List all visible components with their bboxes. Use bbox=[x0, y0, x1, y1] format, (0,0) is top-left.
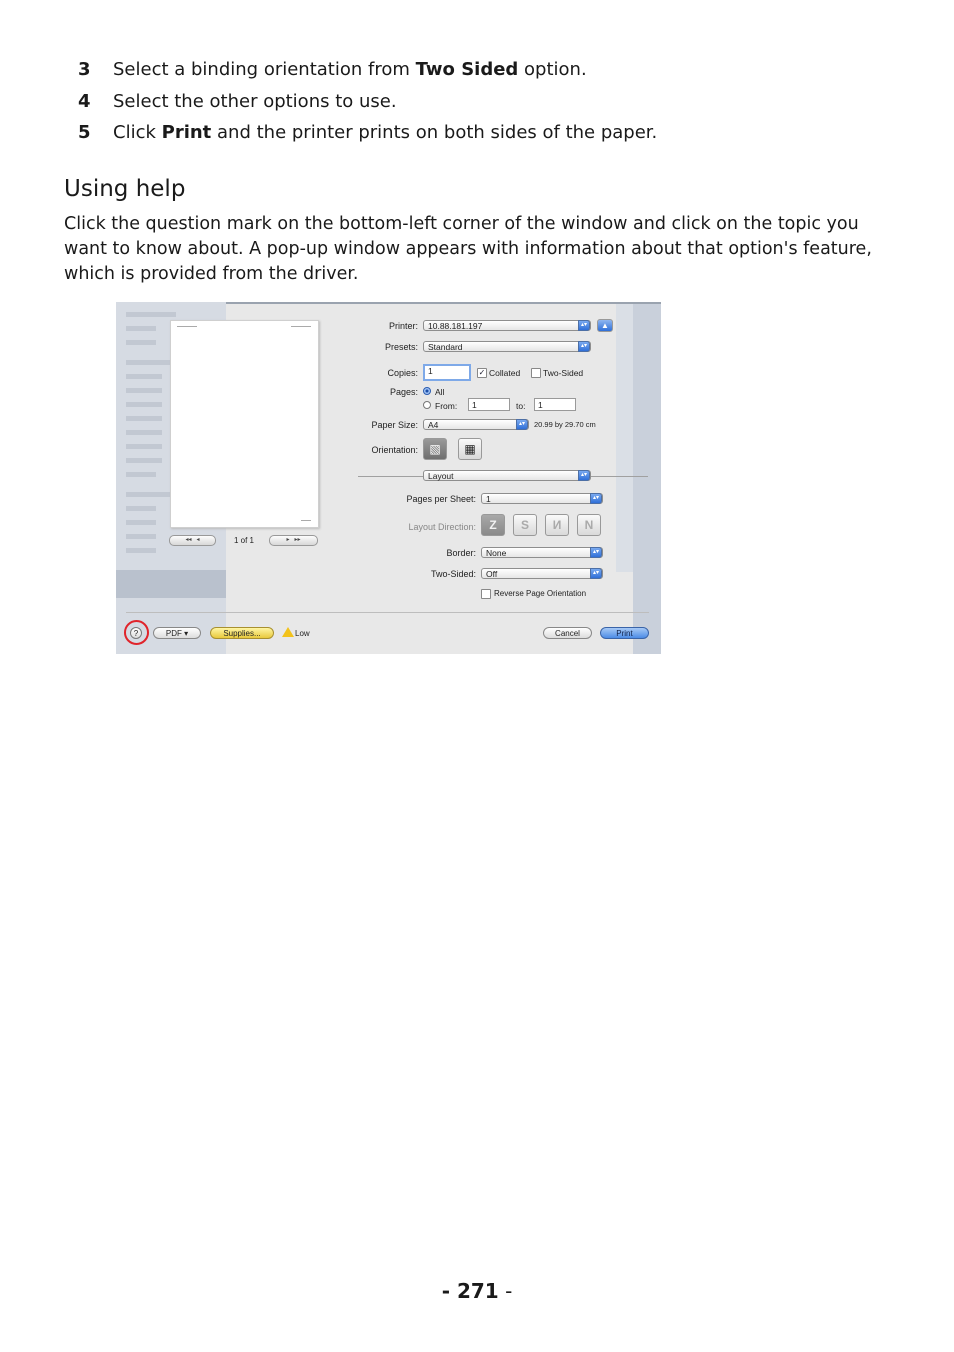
panel-value: Layout bbox=[428, 471, 454, 481]
paper-size-label: Paper Size: bbox=[371, 420, 418, 430]
step-text-end: option. bbox=[518, 59, 587, 80]
window-top-edge bbox=[226, 302, 661, 304]
layout-direction-s-icon[interactable]: S bbox=[513, 514, 537, 536]
supplies-button[interactable]: Supplies... bbox=[210, 627, 274, 639]
section-title: Using help bbox=[64, 176, 186, 202]
step-item bbox=[78, 121, 657, 153]
preview-next-button[interactable]: ▸ ▸▸ bbox=[269, 535, 318, 546]
step-bold: Print bbox=[161, 122, 212, 143]
footer-separator bbox=[126, 612, 649, 613]
disclosure-collapse-button[interactable]: ▲ bbox=[597, 319, 613, 332]
page-preview bbox=[170, 320, 319, 528]
copies-field[interactable]: 1 bbox=[423, 364, 471, 381]
popup-arrows-icon: ▴▾ bbox=[578, 341, 590, 352]
two-sided-checkbox[interactable] bbox=[531, 368, 541, 378]
layout-direction-z-icon[interactable]: Z bbox=[481, 514, 505, 536]
step-text-end: and the printer prints on both sides of the paper. bbox=[211, 122, 658, 143]
popup-arrows-icon: ▴▾ bbox=[578, 320, 590, 331]
presets-label: Presets: bbox=[384, 342, 418, 352]
page-number-footer: - 271 - bbox=[441, 1279, 513, 1303]
panel-separator-right bbox=[591, 476, 648, 477]
border-label: Border: bbox=[446, 548, 476, 558]
popup-arrows-icon: ▴▾ bbox=[590, 568, 602, 579]
page-number: 271 bbox=[456, 1279, 499, 1303]
popup-arrows-icon: ▴▾ bbox=[516, 419, 528, 430]
printer-value: 10.88.181.197 bbox=[428, 321, 483, 331]
background-bar bbox=[116, 570, 226, 598]
pages-per-sheet-value: 1 bbox=[486, 494, 491, 504]
pages-to-field[interactable]: 1 bbox=[534, 398, 576, 411]
step-text: Click bbox=[113, 122, 162, 143]
landscape-orientation-icon[interactable]: ▦ bbox=[458, 438, 482, 460]
reverse-orientation-checkbox[interactable] bbox=[481, 589, 491, 599]
two-sided-checkbox-label: Two-Sided bbox=[543, 368, 584, 378]
pages-to-label: to: bbox=[516, 401, 526, 411]
two-sided-popup[interactable] bbox=[481, 568, 603, 579]
panel-separator-left bbox=[358, 476, 424, 477]
pages-from-radio[interactable] bbox=[423, 401, 431, 409]
steps-list bbox=[78, 58, 657, 153]
pages-all-label: All bbox=[435, 387, 445, 397]
orientation-label: Orientation: bbox=[371, 445, 418, 455]
step-item bbox=[78, 58, 657, 90]
pages-per-sheet-label: Pages per Sheet: bbox=[406, 494, 476, 504]
layout-direction-n-icon[interactable]: N bbox=[577, 514, 601, 536]
pages-label: Pages: bbox=[389, 387, 418, 397]
presets-value: Standard bbox=[428, 342, 463, 352]
border-popup[interactable] bbox=[481, 547, 603, 558]
presets-popup[interactable] bbox=[423, 341, 591, 352]
pages-from-field[interactable]: 1 bbox=[468, 398, 510, 411]
step-text: Select a binding orientation from bbox=[113, 59, 416, 80]
cancel-button[interactable]: Cancel bbox=[543, 627, 592, 639]
paper-dimensions: 20.99 by 29.70 cm bbox=[534, 420, 596, 429]
printer-label: Printer: bbox=[388, 321, 418, 331]
print-dialog-screenshot bbox=[116, 302, 661, 654]
step-text: Select the other options to use. bbox=[113, 90, 397, 112]
step-number: 5 bbox=[78, 122, 91, 143]
help-button[interactable]: ? bbox=[130, 627, 142, 639]
printer-popup[interactable] bbox=[423, 320, 591, 331]
layout-direction-label: Layout Direction: bbox=[408, 522, 476, 532]
step-number: 4 bbox=[78, 90, 91, 112]
help-paragraph: Click the question mark on the bottom-left corner of the window and click on the topic you want to know about. A pop-up window appears with information about that option's feature, which is provided from the driver. bbox=[64, 214, 872, 284]
popup-arrows-icon: ▴▾ bbox=[590, 493, 602, 504]
step-number: 3 bbox=[78, 59, 91, 80]
popup-arrows-icon: ▴▾ bbox=[590, 547, 602, 558]
page-count: 1 of 1 bbox=[233, 536, 254, 545]
border-value: None bbox=[486, 548, 507, 558]
reverse-orientation-label: Reverse Page Orientation bbox=[494, 589, 587, 598]
panel-popup[interactable] bbox=[423, 470, 591, 481]
pages-all-radio[interactable] bbox=[423, 387, 431, 395]
pages-from-label: From: bbox=[435, 401, 458, 411]
step-bold: Two Sided bbox=[415, 59, 519, 80]
preview-prev-button[interactable]: ◂◂ ◂ bbox=[169, 535, 216, 546]
pdf-button[interactable]: PDF ▾ bbox=[153, 627, 201, 639]
paper-size-value: A4 bbox=[428, 420, 439, 430]
background-panel-edge bbox=[633, 302, 661, 654]
print-button[interactable]: Print bbox=[600, 627, 649, 639]
low-supply-label: Low bbox=[295, 629, 310, 638]
pages-per-sheet-popup[interactable] bbox=[481, 493, 603, 504]
collated-label: Collated bbox=[489, 368, 521, 378]
collated-checkbox[interactable]: ✓ bbox=[478, 368, 486, 377]
step-item bbox=[78, 90, 657, 122]
portrait-orientation-icon[interactable]: ▧ bbox=[423, 438, 447, 460]
copies-label: Copies: bbox=[387, 368, 418, 378]
popup-arrows-icon: ▴▾ bbox=[578, 470, 590, 481]
warning-icon bbox=[282, 627, 294, 637]
two-sided-value: Off bbox=[486, 569, 498, 579]
two-sided-label: Two-Sided: bbox=[430, 569, 476, 579]
layout-direction-n-reverse-icon[interactable]: И bbox=[545, 514, 569, 536]
paper-size-popup[interactable] bbox=[423, 419, 529, 430]
